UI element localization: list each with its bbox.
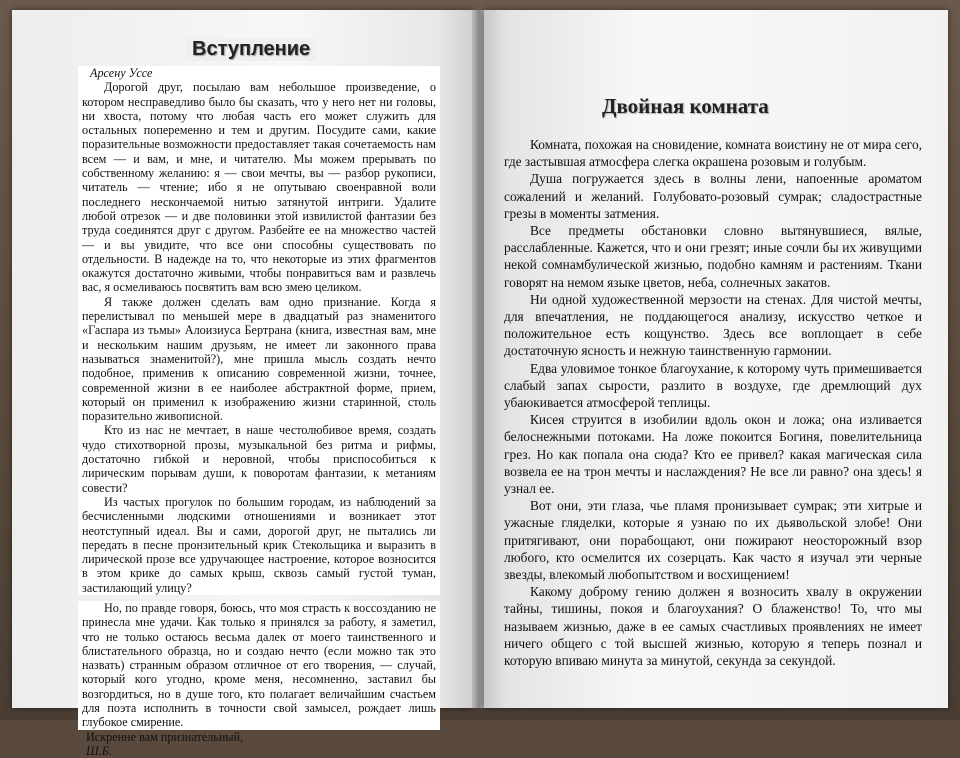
right-page-title: Двойная комната	[602, 94, 769, 118]
left-page-title: Вступление	[186, 38, 316, 61]
paragraph: Кисея струится в изобилии вдоль окон и ложа; она изливается белоснежными потоками. На ложе покоится Богиня, повелительница грез. Но как попала она сюда? Кто ее привел? какая магическая сила возвела ее на трон мечты и наслаждения? Не все ли равно? она здесь! я узнал ее.	[504, 412, 922, 497]
closing-line: Искренне вам признательный,	[86, 729, 244, 744]
paragraph: Я также должен сделать вам одно признание. Когда я перелистывал по меньшей мере в двадцатый раз знаменитого «Гаспара из тьмы» Алоизиуса Бертрана (книга, известная вам, мне и нескольким нашим друзьям, не имеет ли законного права называться знаменитой?), мне пришла мысль создать нечто подобное, применив к описанию современной жизни, точнее, современной жизни в ее наиболее абстрактной форме, прием, который он применил к изображению жизни старинной, столь поразительно живописной.	[82, 294, 436, 424]
paragraph: Все предметы обстановки словно вытянувшиеся, вялые, расслабленные. Кажется, что и они грезят; иные сочли бы их живущими некой сомнамбулической жизнью, подобно камням и растениям. Ткани говорят на немом языке цветов, неба, солнечных закатов.	[504, 223, 922, 290]
dedication: Арсену Уссе	[90, 66, 153, 80]
paragraph: Едва уловимое тонкое благоухание, к которому чуть примешивается слабый запах сырости, разлито в воздухе, где дремлющий дух убаюкивается атмосферой теплицы.	[504, 360, 922, 411]
left-page-text	[78, 66, 440, 758]
paragraph: Из частых прогулок по большим городам, из наблюдений за бесчисленными людскими отношениями и возникает этот неотступный идеал. Вы и сами, дорогой друг, не пытались ли передать в песне пронзительный крик Стекольщика и выразить в лирической прозе все удручающее настроение, которое возносится в этом крике до самых крыш, сквозь самый густой туман, застилающий улицу?	[82, 494, 436, 595]
paragraph: Душа погружается здесь в волны лени, напоенные ароматом сожалений и желаний. Голубовато-розовый сумрак; сладострастные грезы в моменты затмения.	[504, 171, 922, 221]
paragraph: Вот они, эти глаза, чье пламя пронизывает сумрак; эти хитрые и ужасные гляделки, которые я узнаю по их дьявольской злобе! Они притягивают, они порабощают, они пожирают неосторожный взор любого, кто осмелится их созерцать. Как часто я изучал эти черные звезды, влекомый любопытством и восхищением!	[504, 498, 922, 583]
paragraph: Дорогой друг, посылаю вам небольшое произведение, о котором несправедливо было бы сказать, что у него нет ни головы, ни хвоста, потому что любая часть его может служить для остальных попеременно и тем и другим. Посудите сами, какие поразительные возможности предоставляет такая сочетаемость нам всем — и вам, и мне, и читателю. Мы можем прерывать по собственному желанию: я — свои мечты, вы — разбор рукописи, читатель — чтение; ибо я не опутываю своенравной воли последнего нескончаемой нитью затянутой интриги. Удалите любой отрезок — и две половинки этой извилистой фантазии без труда соединятся друг с другом. Разбейте ее на множество частей — и вы увидите, что все они способны существовать по отдельности. В надежде на то, что некоторые из этих фрагментов окажутся достаточно живыми, чтобы понравиться вам и развлечь вас, я осмеливаюсь посвятить вам всю змею целиком.	[82, 80, 436, 295]
paragraph: Какому доброму гению должен я возносить хвалу в окружении тайны, тишины, покоя и благоухания? О блаженство! То, что мы называем жизнью, даже в ее самых счастливых проявлениях не имеет ничего общего с той высшей жизнью, которую я теперь познал и которую впиваю минута за минутой, секунда за секундой.	[504, 584, 922, 669]
left-text-block-2	[78, 601, 440, 730]
signature: Ш.Б.	[86, 743, 112, 758]
paragraph: Но, по правде говоря, боюсь, что моя страсть к воссозданию не принесла мне удачи. Как только я принялся за работу, я заметил, что не только остаюсь весьма далек от моего таинственного и блистательного образца, но и создаю нечто (если можно так это назвать) странным образом отличное от его творения, — случай, который кого угодно, кроме меня, несомненно, заставил бы возгордиться, но в душе того, кто полагает величайшим счастьем для поэта исполнить в точности свой замысел, рождает лишь глубокое смирение.	[82, 600, 436, 730]
right-page-text	[504, 136, 922, 669]
paragraph: Кто из нас не мечтает, в наше честолюбивое время, создать чудо стихотворной прозы, музыкальной без ритма и рифмы, достаточно гибкой и неровной, чтобы приспособиться к лирическим порывам души, к поворотам фантазии, к метаниям совести?	[82, 423, 436, 495]
left-text-block-1	[78, 66, 440, 595]
paragraph: Ни одной художественной мерзости на стенах. Для чистой мечты, для впечатления, не поддающегося анализу, искусство четкое и положительное есть кощунство. Здесь все воплощает в себе достаточную ясность и нежную таинственную гармонии.	[504, 291, 922, 359]
paragraph: Комната, похожая на сновидение, комната воистину не от мира сего, где застывшая атмосфера слегка окрашена розовым и голубым.	[504, 137, 922, 170]
